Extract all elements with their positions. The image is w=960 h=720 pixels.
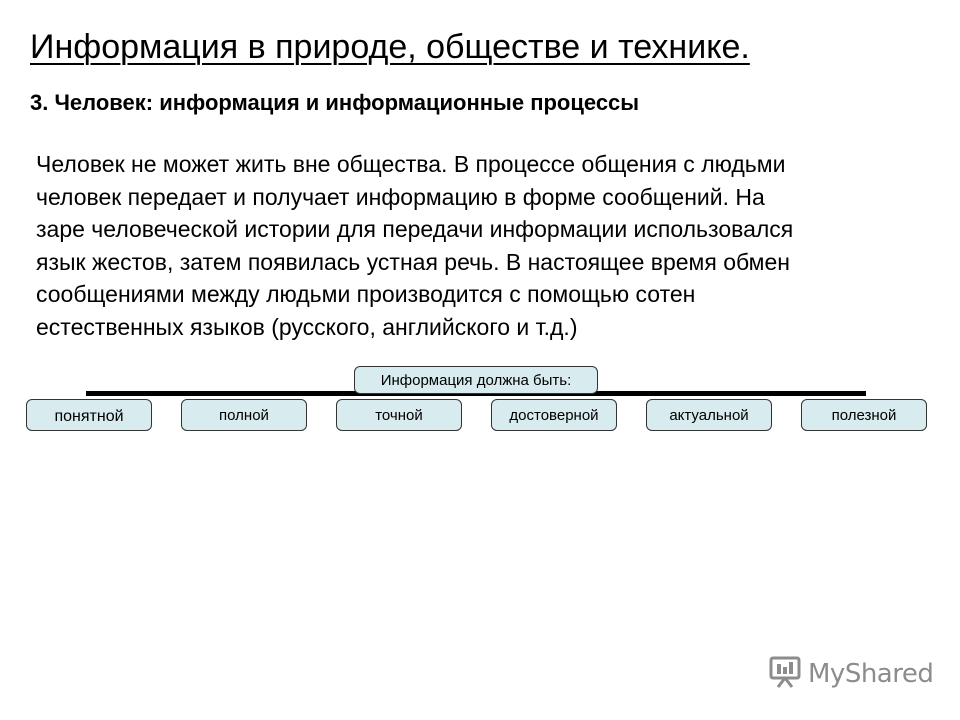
diagram-node-understandable: понятной (26, 399, 152, 431)
paragraph-line: Человек не может жить вне общества. В процессе общения с людьми (36, 151, 786, 177)
diagram-root-node: Информация должна быть: (354, 366, 598, 394)
diagram-node-useful: полезной (801, 399, 927, 431)
diagram-node-reliable: достоверной (491, 399, 617, 431)
paragraph-line: язык жестов, затем появилась устная речь. В настоящее время обмен (36, 248, 790, 275)
paragraph-line: сообщениями между людьми производится с помощью сотен (36, 281, 696, 307)
paragraph-line: заре человеческой истории для передачи информации использовался (36, 216, 794, 242)
diagram-node-relevant: актуальной (646, 399, 772, 431)
myshared-logo (768, 656, 933, 692)
paragraph-line: человек передает и получает информацию в форме сообщений. На (36, 183, 765, 210)
presentation-board-icon (768, 656, 802, 693)
slide-title: Информация в природе, обществе и технике. (30, 28, 750, 66)
slide-subtitle: 3. Человек: информация и информационные процессы (30, 90, 640, 115)
diagram-node-complete: полной (181, 399, 307, 431)
logo-text: MyShared (808, 659, 934, 689)
paragraph-line: естественных языков (русского, английского и т.д.) (36, 313, 578, 340)
diagram-node-accurate: точной (336, 399, 462, 431)
body-paragraph (36, 148, 936, 343)
